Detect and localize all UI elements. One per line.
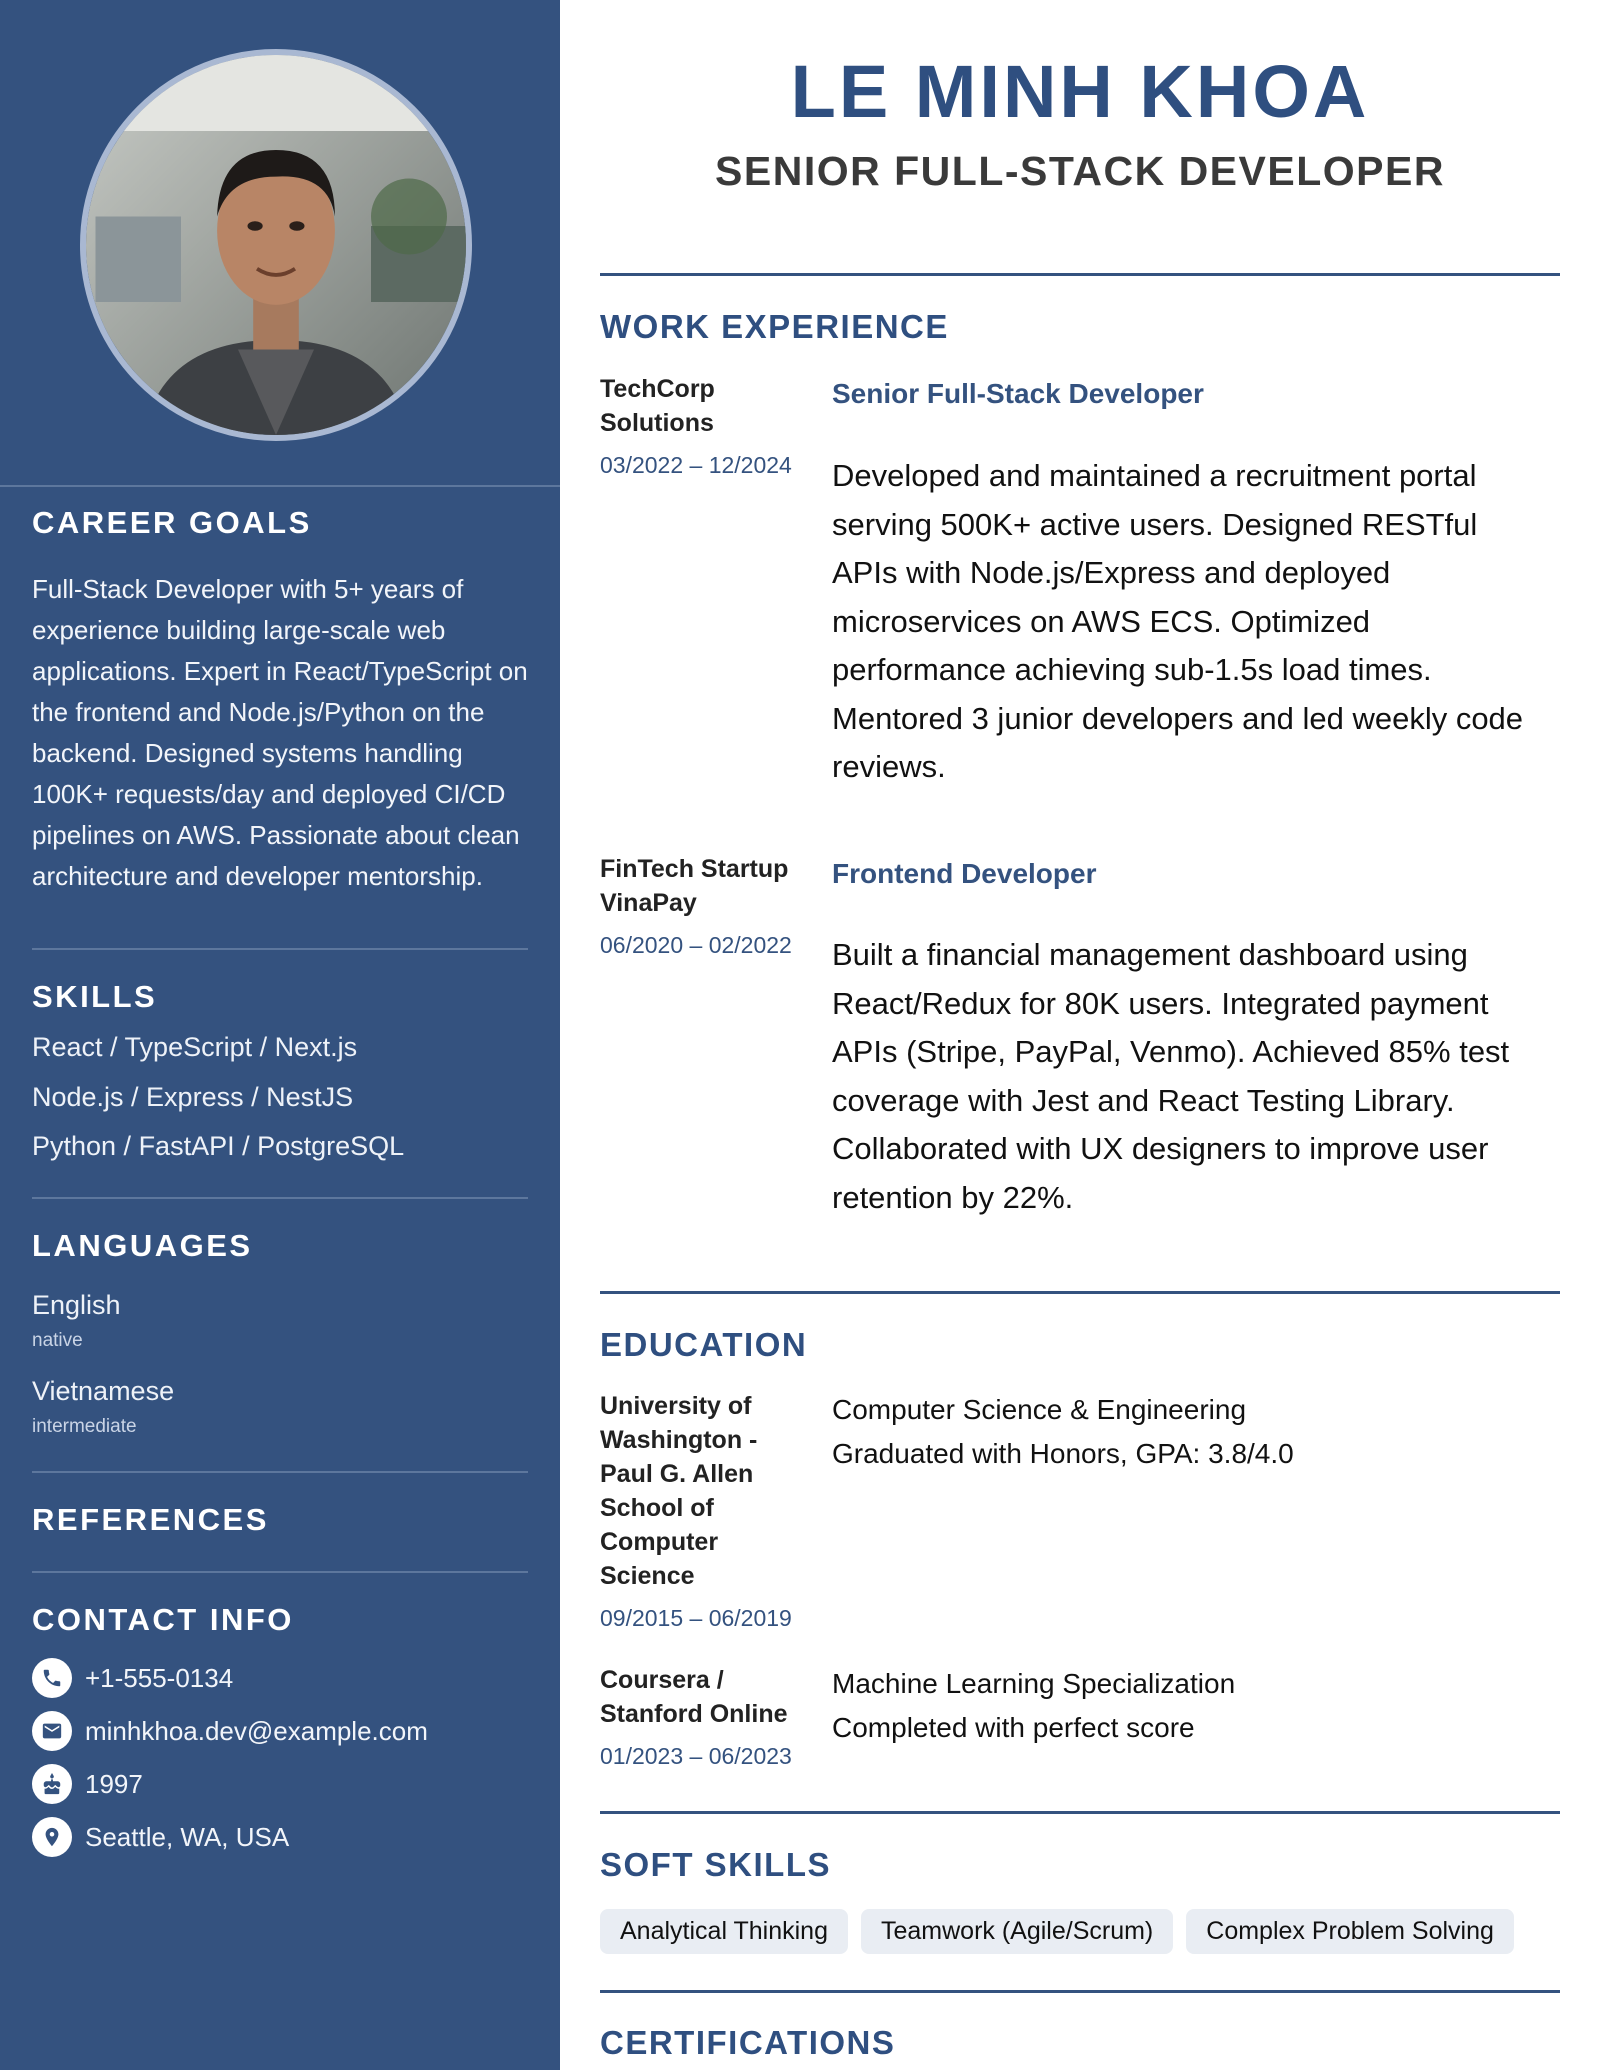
mail-icon [32,1711,72,1751]
language-level: intermediate [32,1415,137,1437]
education-org [600,1663,810,1773]
section-rule [600,1990,1560,1993]
org-line: VinaPay [600,889,697,917]
org-line: Paul G. Allen [600,1460,754,1488]
email-text[interactable]: minhkhoa.dev@example.com [85,1715,428,1746]
divider [32,1197,528,1199]
contact-section [0,1602,560,1864]
desc-line: retention by 22%. [832,1179,1074,1215]
desc-line: reviews. [832,749,946,784]
phone-text[interactable]: +1-555-0134 [85,1662,234,1693]
contact-birth-year [32,1758,528,1811]
main-content [560,0,1600,2070]
desc-line: Mentored 3 junior developers and led weekly code [832,700,1524,736]
org-line: Coursera / [600,1666,724,1694]
divider [32,948,528,950]
org-line: Solutions [600,409,714,437]
soft-skills-heading: SOFT SKILLS [600,1846,831,1883]
org-line: University of [600,1392,752,1420]
education-note: Graduated with Honors, GPA: 3.8/4.0 [832,1438,1294,1469]
certifications-heading: CERTIFICATIONS [600,2024,896,2061]
work-org [600,852,810,962]
education-details [832,1662,1235,1750]
desc-line: APIs with Node.js/Express and deployed [832,555,1391,590]
location-text: Seattle, WA, USA [85,1821,290,1852]
skill-item: Python / FastAPI / PostgreSQL [32,1131,405,1161]
contact-heading: CONTACT INFO [32,1601,294,1637]
work-dates: 03/2022 – 12/2024 [600,452,792,478]
photo-section [0,0,560,487]
birth-year-text: 1997 [85,1768,143,1799]
education-org [600,1389,810,1635]
work-org [600,372,810,482]
desc-line: coverage with Jest and React Testing Library. [832,1082,1455,1118]
desc-line: Developed and maintained a recruitment portal [832,458,1477,493]
career-goals-heading: CAREER GOALS [32,505,312,540]
org-line: TechCorp [600,375,715,403]
section-rule [600,1811,1560,1814]
soft-skill-chip: Complex Problem Solving [1186,1909,1514,1954]
language-name: Vietnamese [32,1375,175,1406]
soft-skill-chip: Teamwork (Agile/Scrum) [861,1909,1173,1954]
desc-line: serving 500K+ active users. Designed RESTful [832,506,1478,542]
soft-skill-chip: Analytical Thinking [600,1909,848,1954]
references-heading: REFERENCES [32,1501,269,1537]
languages-section [0,1228,560,1438]
skill-item: Node.js / Express / NestJS [32,1081,354,1112]
desc-line: APIs (Stripe, PayPal, Venmo). Achieved 85% test [832,1034,1510,1069]
desc-line: Collaborated with UX designers to improve user [832,1131,1489,1166]
work-description [832,931,1562,1222]
references-section [0,1502,560,1538]
divider [32,1571,528,1573]
education-dates: 09/2015 – 06/2019 [600,1605,792,1631]
desc-line: performance achieving sub-1.5s load times. [832,652,1432,687]
contact-location [32,1811,528,1864]
org-line: Science [600,1562,695,1590]
org-line: Washington - [600,1426,758,1454]
desc-line: React/Redux for 80K users. Integrated payment [832,985,1489,1021]
languages-heading: LANGUAGES [32,1227,253,1263]
sidebar [0,0,560,2070]
divider [32,1471,528,1473]
education-note: Completed with perfect score [832,1712,1195,1743]
career-goals-section [0,505,560,897]
soft-skills-list [600,1909,1514,1954]
work-description [832,452,1562,792]
candidate-name: LE MINH KHOA [790,50,1370,133]
candidate-title: SENIOR FULL-STACK DEVELOPER [715,148,1445,194]
phone-icon [32,1658,72,1698]
career-goals-text: Full-Stack Developer with 5+ years of experience building large-scale web applications. Expert in React/TypeScript on the frontend and Node.js/Python on the backend. Designed systems handling 100K+ requests/day and deployed CI/CD pipelines on AWS. Passionate about clean architecture and developer mentorship. [32,574,528,891]
education-degree: Computer Science & Engineering [832,1394,1247,1425]
org-line: School of [600,1494,714,1522]
skill-item: React / TypeScript / Next.js [32,1032,358,1062]
education-details [832,1388,1294,1476]
work-role: Frontend Developer [832,858,1097,889]
language-name: English [32,1289,121,1320]
skills-heading: SKILLS [32,979,158,1014]
language-level: native [32,1329,83,1351]
education-dates: 01/2023 – 06/2023 [600,1743,792,1769]
skills-section [0,979,560,1172]
education-heading: EDUCATION [600,1326,808,1363]
contact-email [32,1705,528,1758]
cake-icon [32,1764,72,1804]
section-rule [600,273,1560,276]
work-dates: 06/2020 – 02/2022 [600,932,792,958]
work-role: Senior Full-Stack Developer [832,378,1204,409]
desc-line: microservices on AWS ECS. Optimized [832,603,1371,639]
org-line: FinTech Startup [600,855,789,883]
contact-phone [32,1652,528,1705]
org-line: Computer [600,1528,719,1556]
profile-photo [80,49,472,441]
work-experience-heading: WORK EXPERIENCE [600,308,949,345]
location-pin-icon [32,1817,72,1857]
section-rule [600,1291,1560,1294]
desc-line: Built a financial management dashboard using [832,937,1468,972]
org-line: Stanford Online [600,1700,788,1728]
education-degree: Machine Learning Specialization [832,1668,1236,1699]
